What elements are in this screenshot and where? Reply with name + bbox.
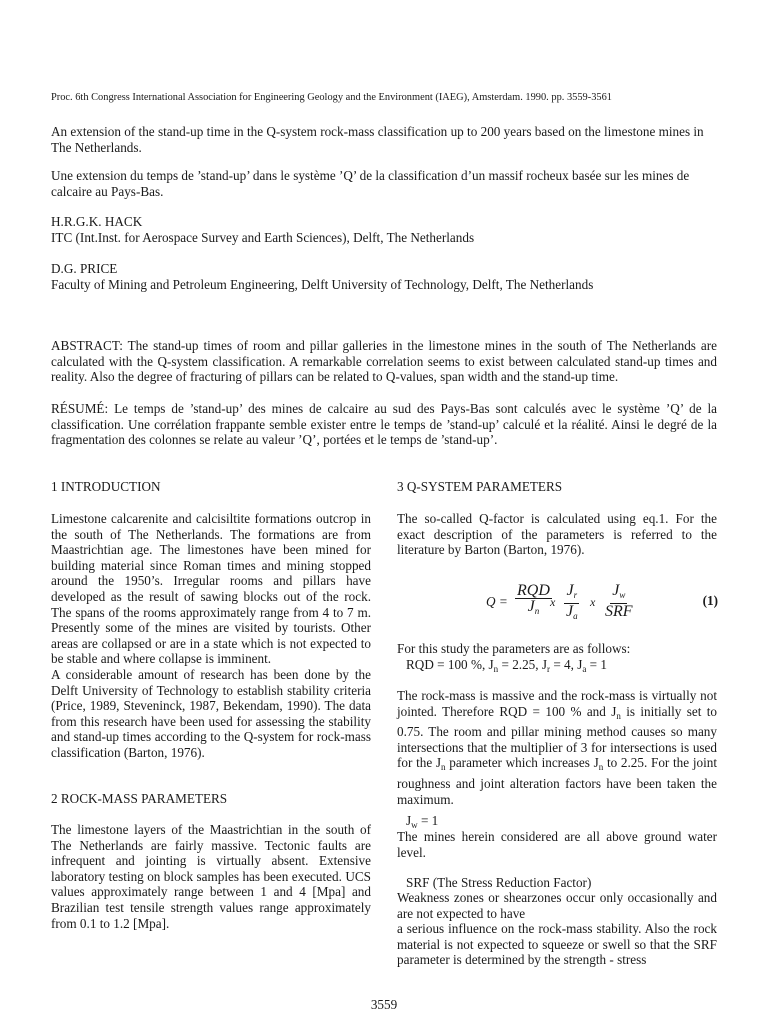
jw-line: $J_w = 1$ bbox=[406, 813, 439, 830]
author-affiliation: ITC (Int.Inst. for Aerospace Survey and Earth Sciences), Delft, The Netherlands bbox=[51, 229, 475, 245]
denominator-srf: SRF bbox=[605, 603, 633, 620]
numerator-jw: $J_w$ bbox=[610, 583, 627, 604]
author-block-hack bbox=[51, 214, 719, 245]
section-1-paragraph-1: Limestone calcarenite and calcisiltite formations outcrop in the south of The Netherlands. The formations are from Maastrichtian age. The limestones have been mined for building material since Roman times and mining stopped around the 1950’s. Irregular rooms and pillars have developed as the result of sawing blocks out of the rock. The spans of the rooms approximately range from 4 to 7 m. Presently some of the mines are visited by tourists. Other areas are collapsed or are in a state which is not expected to be stable and where collapse is imminent. bbox=[51, 511, 371, 667]
jw-paragraph: The mines herein considered are all above ground water level. bbox=[397, 829, 717, 860]
section-2-heading: 2 ROCK-MASS PARAMETERS bbox=[51, 791, 228, 806]
fraction-jw-srf bbox=[603, 583, 635, 619]
author-block-price bbox=[51, 261, 719, 292]
fraction-jr-ja bbox=[564, 583, 580, 624]
equation-lhs: Q = bbox=[486, 594, 508, 609]
params-values: RQD = 100 %, $J_n = 2.25$, $J_r = 4$, $J_a = 1$ bbox=[406, 657, 607, 674]
section-2-paragraph-1: The limestone layers of the Maastrichtian in the south of The Netherlands are fairly massive. Tectonic faults are infrequent and jointing is virtually absent. Extensive laboratory testing on block samples has been executed. UCS values approximately range between 1 and 4 [Mpa] and Brazilian test tensile strength values range approximately from 0.1 to 1.2 [Mpa]. bbox=[51, 822, 371, 931]
numerator-rqd: RQD bbox=[517, 582, 550, 599]
equation-number: (1) bbox=[702, 593, 718, 608]
srf-heading: SRF (The Stress Reduction Factor) bbox=[406, 875, 592, 890]
params-intro: For this study the parameters are as follows: bbox=[397, 641, 631, 656]
paragraph-rock-mass: The rock-mass is massive and the rock-mass is virtually not jointed. Therefore RQD = 100 % and $J_n$ is initially set to 0.75. The room and pillar mining method causes so many intersections that the multiplier of 3 for intersections is used for the $J_n$ parameter which increases $J_n$ to 2.25. For the joint roughness and joint alteration factors have been taken the maximum. bbox=[397, 688, 718, 807]
citation: Proc. 6th Congress International Association for Engineering Geology and the Environment (IAEG), Amsterdam. 1990. pp. 3559-3561 bbox=[51, 92, 612, 103]
page-number: 3559 bbox=[370, 997, 398, 1012]
srf-paragraph-2: a serious influence on the rock-mass stability. Also the rock material is not expected to squeeze or swell so that the SRF parameter is determined by the strength - stress bbox=[397, 921, 717, 968]
denominator-jn: $J_n$ bbox=[527, 598, 540, 616]
abstract-french: RÉSUMÉ: Le temps de ’stand-up’ des mines de calcaire au sud des Pays-Bas sont calculés avec le système ’Q’ de la classification. Une corrélation frappante semble exister entre le temps de ’stand-up’ calculé et la réalité. Ainsi le degré de la fragmentation des colonnes se relate au valeur ’Q’, portées et le temps de ’stand-up’. bbox=[51, 401, 717, 448]
section-1-paragraph-2: A considerable amount of research has been done by the Delft University of Technology to establish stability criteria (Price, 1989, Steveninck, 1987, Bekendam, 1990). The data from this research have been used for assessing the stability and stand-up times according to the Q-system for rock-mass classification (Barton, 1976). bbox=[51, 667, 371, 760]
author-name: D.G. PRICE bbox=[51, 261, 118, 276]
times-operator: x bbox=[590, 595, 596, 609]
denominator-ja: $J_a$ bbox=[566, 603, 578, 621]
section-1-heading: 1 INTRODUCTION bbox=[51, 479, 161, 494]
title-french: Une extension du temps de ’stand-up’ dans le système ’Q’ de la classification d’un massif rocheux basée sur les mines de calcaire au Pays-Bas. bbox=[51, 168, 690, 199]
author-affiliation: Faculty of Mining and Petroleum Engineering, Delft University of Technology, Delft, The Netherlands bbox=[51, 276, 594, 292]
srf-paragraph-1: Weakness zones or shearzones occur only occasionally and are not expected to have bbox=[397, 890, 717, 921]
fraction-rqd-jn bbox=[515, 583, 552, 619]
section-3-heading: 3 Q-SYSTEM PARAMETERS bbox=[397, 479, 563, 494]
section-3-paragraph-1: The so-called Q-factor is calculated using eq.1. For the exact description of the parameters is referred to the literature by Barton (Barton, 1976). bbox=[397, 511, 717, 558]
times-operator: x bbox=[550, 595, 556, 609]
title-english: An extension of the stand-up time in the Q-system rock-mass classification up to 200 years based on the limestone mines in The Netherlands. bbox=[51, 124, 704, 155]
abstract-english: ABSTRACT: The stand-up times of room and pillar galleries in the limestone mines in the south of The Netherlands are calculated with the Q-system classification. A remarkable correlation seems to exist between calculated stand-up times and reality. Also the degree of fracturing of pillars can be related to Q-values, span width and the stand-up time. bbox=[51, 338, 717, 385]
equation-1 bbox=[486, 583, 722, 623]
author-name: H.R.G.K. HACK bbox=[51, 214, 143, 229]
numerator-jr: $J_r$ bbox=[564, 583, 579, 604]
